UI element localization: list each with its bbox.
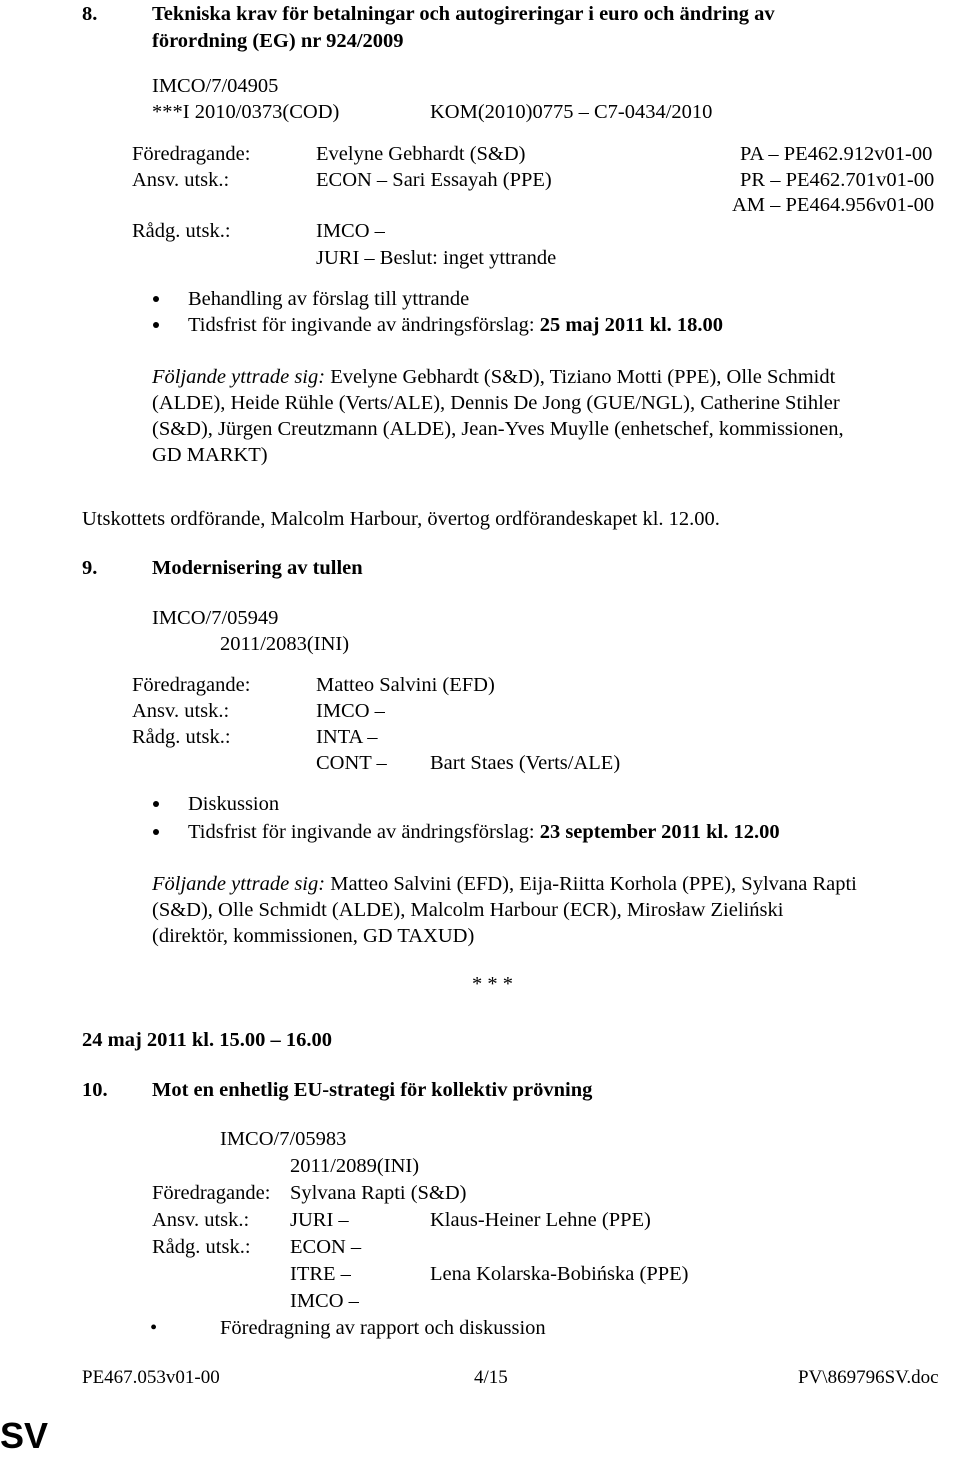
opinion-committee-value: IMCO – [316, 220, 385, 242]
rapporteur-label: Föredragande: [132, 674, 251, 696]
responsible-committee-value: JURI – [290, 1209, 349, 1231]
rapporteur-label: Föredragande: [132, 143, 251, 165]
procedure-ref: IMCO/7/05983 [220, 1128, 347, 1150]
item-title-cont: förordning (EG) nr 924/2009 [152, 30, 404, 52]
chair-note: Utskottets ordförande, Malcolm Harbour, övertog ordförandeskapet kl. 12.00. [82, 508, 720, 530]
procedure-code: ***I 2010/0373(COD) [152, 101, 340, 123]
footer-page-number: 4/15 [474, 1367, 508, 1388]
responsible-committee-label: Ansv. utsk.: [132, 700, 230, 722]
opinion-committee-label: Rådg. utsk.: [132, 726, 231, 748]
kom-ref: KOM(2010)0775 – C7-0434/2010 [430, 101, 713, 123]
rapporteur-value: Sylvana Rapti (S&D) [290, 1182, 467, 1204]
bullet-icon: • [150, 1317, 158, 1339]
opinion-committee-value: INTA – [316, 726, 378, 748]
bullet-icon [153, 322, 159, 328]
procedure-code: 2011/2083(INI) [220, 633, 350, 655]
language-code: SV [0, 1415, 49, 1456]
opinion-rapporteur: Bart Staes (Verts/ALE) [430, 752, 621, 774]
agenda-action: Föredragning av rapport och diskussion [220, 1317, 546, 1339]
footer-file-name: PV\869796SV.doc [798, 1367, 939, 1388]
bullet-icon [153, 801, 159, 807]
bullet-icon [153, 296, 159, 302]
item-number: 10. [82, 1079, 108, 1101]
opinion-committee-value: CONT – [316, 752, 387, 774]
opinion-committee-label: Rådg. utsk.: [152, 1236, 251, 1258]
opinion-committee-value: ECON – [290, 1236, 362, 1258]
speakers-cont: GD MARKT) [152, 444, 268, 466]
opinion-committee-label: Rådg. utsk.: [132, 220, 231, 242]
responsible-committee-value: IMCO – [316, 700, 385, 722]
deadline: Tidsfrist för ingivande av ändringsförslag: 23 september 2011 kl. 12.00 [188, 821, 780, 843]
procedure-ref: IMCO/7/05949 [152, 607, 279, 629]
procedure-ref: IMCO/7/04905 [152, 75, 279, 97]
responsible-committee-value: ECON – Sari Essayah (PPE) [316, 169, 552, 191]
rapporteur-value: Evelyne Gebhardt (S&D) [316, 143, 526, 165]
speakers: Följande yttrade sig: Matteo Salvini (EFD), Eija-Riitta Korhola (PPE), Sylvana Rapti [152, 873, 857, 895]
item-title: Tekniska krav för betalningar och autogireringar i euro och ändring av [152, 3, 775, 25]
rapporteur-value: Matteo Salvini (EFD) [316, 674, 495, 696]
item-number: 8. [82, 3, 98, 25]
item-title: Mot en enhetlig EU-strategi för kollektiv prövning [152, 1079, 593, 1101]
speakers: Följande yttrade sig: Evelyne Gebhardt (S&D), Tiziano Motti (PPE), Olle Schmidt [152, 366, 836, 388]
footer-doc-id: PE467.053v01-00 [82, 1367, 220, 1388]
responsible-committee-label: Ansv. utsk.: [132, 169, 230, 191]
responsible-committee-label: Ansv. utsk.: [152, 1209, 250, 1231]
opinion-rapporteur: Lena Kolarska-Bobińska (PPE) [430, 1263, 689, 1285]
speakers-cont: (S&D), Olle Schmidt (ALDE), Malcolm Harbour (ECR), Mirosław Zieliński [152, 899, 784, 921]
section-separator: * * * [472, 973, 513, 995]
speakers-cont: (direktör, kommissionen, GD TAXUD) [152, 925, 475, 947]
rapporteur-label: Föredragande: [152, 1182, 271, 1204]
pr-ref: PR – PE462.701v01-00 [740, 169, 935, 191]
agenda-action: Diskussion [188, 793, 280, 815]
procedure-code: 2011/2089(INI) [290, 1155, 420, 1177]
opinion-committee-value: IMCO – [290, 1290, 359, 1312]
opinion-committee-value: JURI – Beslut: inget yttrande [316, 247, 557, 269]
speakers-cont: (ALDE), Heide Rühle (Verts/ALE), Dennis De Jong (GUE/NGL), Catherine Stihler [152, 392, 840, 414]
session-time: 24 maj 2011 kl. 15.00 – 16.00 [82, 1029, 332, 1051]
speakers-cont: (S&D), Jürgen Creutzmann (ALDE), Jean-Yves Muylle (enhetschef, kommissionen, [152, 418, 844, 440]
bullet-icon [153, 829, 159, 835]
am-ref: AM – PE464.956v01-00 [732, 194, 935, 216]
pa-ref: PA – PE462.912v01-00 [740, 143, 933, 165]
item-title: Modernisering av tullen [152, 557, 363, 579]
opinion-committee-value: ITRE – [290, 1263, 351, 1285]
responsible-rapporteur: Klaus-Heiner Lehne (PPE) [430, 1209, 651, 1231]
deadline: Tidsfrist för ingivande av ändringsförslag: 25 maj 2011 kl. 18.00 [188, 314, 724, 336]
agenda-action: Behandling av förslag till yttrande [188, 288, 470, 310]
item-number: 9. [82, 557, 98, 579]
